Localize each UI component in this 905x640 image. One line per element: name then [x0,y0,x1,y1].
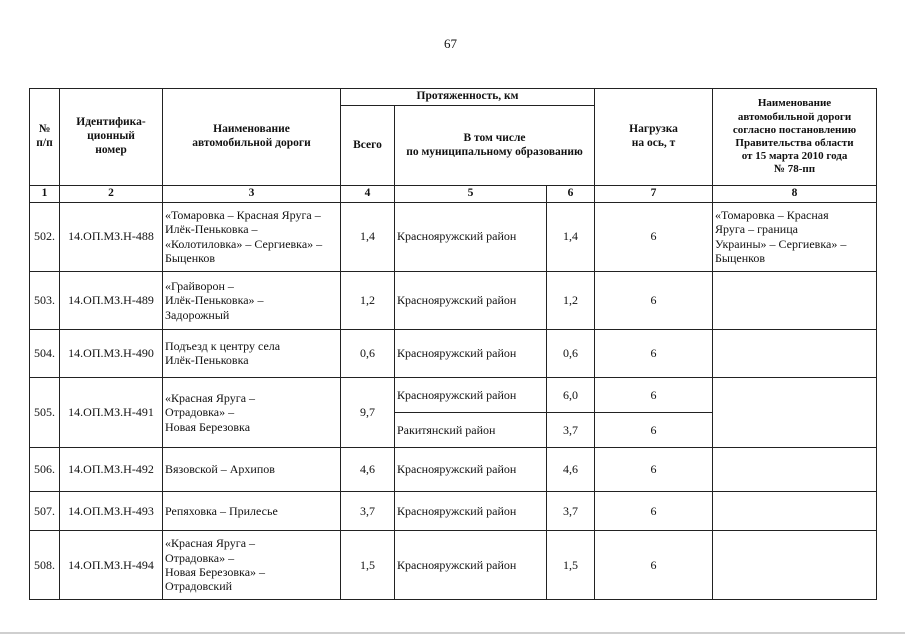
axle-load: 6 [595,330,713,378]
column-number: 6 [547,186,595,203]
header-total: Всего [341,106,395,186]
column-number: 5 [395,186,547,203]
row-number: 505. [30,377,60,448]
road-id: 14.ОП.МЗ.Н-492 [60,448,163,491]
district: Краснояружский район [395,491,547,530]
district-km: 4,6 [547,448,595,491]
length-total: 9,7 [341,377,395,448]
axle-load: 6 [595,202,713,271]
table-row [30,330,877,378]
row-number: 502. [30,202,60,271]
road-name: «Красная Яруга – Отрадовка» – Новая Березовка» – Отрадовский [163,531,341,600]
header-length-group: Протяженность, км [341,89,595,106]
column-number: 1 [30,186,60,203]
length-total: 1,5 [341,531,395,600]
district: Краснояружский район [395,377,547,412]
district: Ракитянский район [395,412,547,447]
district: Краснояружский район [395,330,547,378]
table-row [30,448,877,491]
row-number: 503. [30,271,60,330]
decree-road-name [713,271,877,330]
decree-road-name [713,377,877,448]
district-km: 1,5 [547,531,595,600]
column-number: 4 [341,186,395,203]
road-name: Подъезд к центру села Илёк-Пеньковка [163,330,341,378]
length-total: 4,6 [341,448,395,491]
district-km: 3,7 [547,412,595,447]
road-id: 14.ОП.МЗ.Н-489 [60,271,163,330]
page-number: 67 [444,36,457,51]
district: Краснояружский район [395,448,547,491]
header-ident: Идентифика- ционный номер [60,89,163,186]
row-number: 504. [30,330,60,378]
decree-road-name [713,491,877,530]
column-number: 2 [60,186,163,203]
header-by-municipality: В том числе по муниципальному образованию [395,106,595,186]
decree-road-name [713,330,877,378]
road-name: Вязовской – Архипов [163,448,341,491]
district-km: 1,4 [547,202,595,271]
axle-load: 6 [595,271,713,330]
road-id: 14.ОП.МЗ.Н-488 [60,202,163,271]
column-number-row [30,186,877,203]
decree-road-name [713,448,877,491]
length-total: 0,6 [341,330,395,378]
table-row [30,271,877,330]
district: Краснояружский район [395,271,547,330]
road-id: 14.ОП.МЗ.Н-494 [60,531,163,600]
road-name: Репяховка – Прилесье [163,491,341,530]
header-name-decree: Наименование автомобильной дороги согласно постановлению Правительства области от 15 марта 2010 года № 78-пп [713,89,877,186]
axle-load: 6 [595,531,713,600]
length-total: 3,7 [341,491,395,530]
road-id: 14.ОП.МЗ.Н-490 [60,330,163,378]
road-name: «Томаровка – Красная Яруга – Илёк-Пеньковка – «Колотиловка» – Сергиевка» – Быценков [163,202,341,271]
scan-edge-line [0,632,905,634]
roads-table [29,88,877,600]
row-number: 506. [30,448,60,491]
road-name: «Грайворон – Илёк-Пеньковка» – Задорожный [163,271,341,330]
header-num: № п/п [30,89,60,186]
column-number: 7 [595,186,713,203]
district-km: 0,6 [547,330,595,378]
column-number: 3 [163,186,341,203]
row-number: 507. [30,491,60,530]
road-id: 14.ОП.МЗ.Н-493 [60,491,163,530]
axle-load: 6 [595,491,713,530]
district-km: 1,2 [547,271,595,330]
decree-road-name: «Томаровка – Красная Яруга – граница Украины» – Сергиевка» – Быценков [713,202,877,271]
table-header [30,89,877,203]
table-row [30,202,877,271]
axle-load: 6 [595,412,713,447]
district-km: 3,7 [547,491,595,530]
district-km: 6,0 [547,377,595,412]
row-number: 508. [30,531,60,600]
length-total: 1,4 [341,202,395,271]
table-row [30,377,877,412]
table-row [30,491,877,530]
header-axle-load: Нагрузка на ось, т [595,89,713,186]
axle-load: 6 [595,448,713,491]
decree-road-name [713,531,877,600]
district: Краснояружский район [395,531,547,600]
length-total: 1,2 [341,271,395,330]
column-number: 8 [713,186,877,203]
table-row [30,531,877,600]
road-name: «Красная Яруга – Отрадовка» – Новая Березовка [163,377,341,448]
header-road-name: Наименование автомобильной дороги [163,89,341,186]
axle-load: 6 [595,377,713,412]
road-id: 14.ОП.МЗ.Н-491 [60,377,163,448]
table-body [30,202,877,599]
district: Краснояружский район [395,202,547,271]
